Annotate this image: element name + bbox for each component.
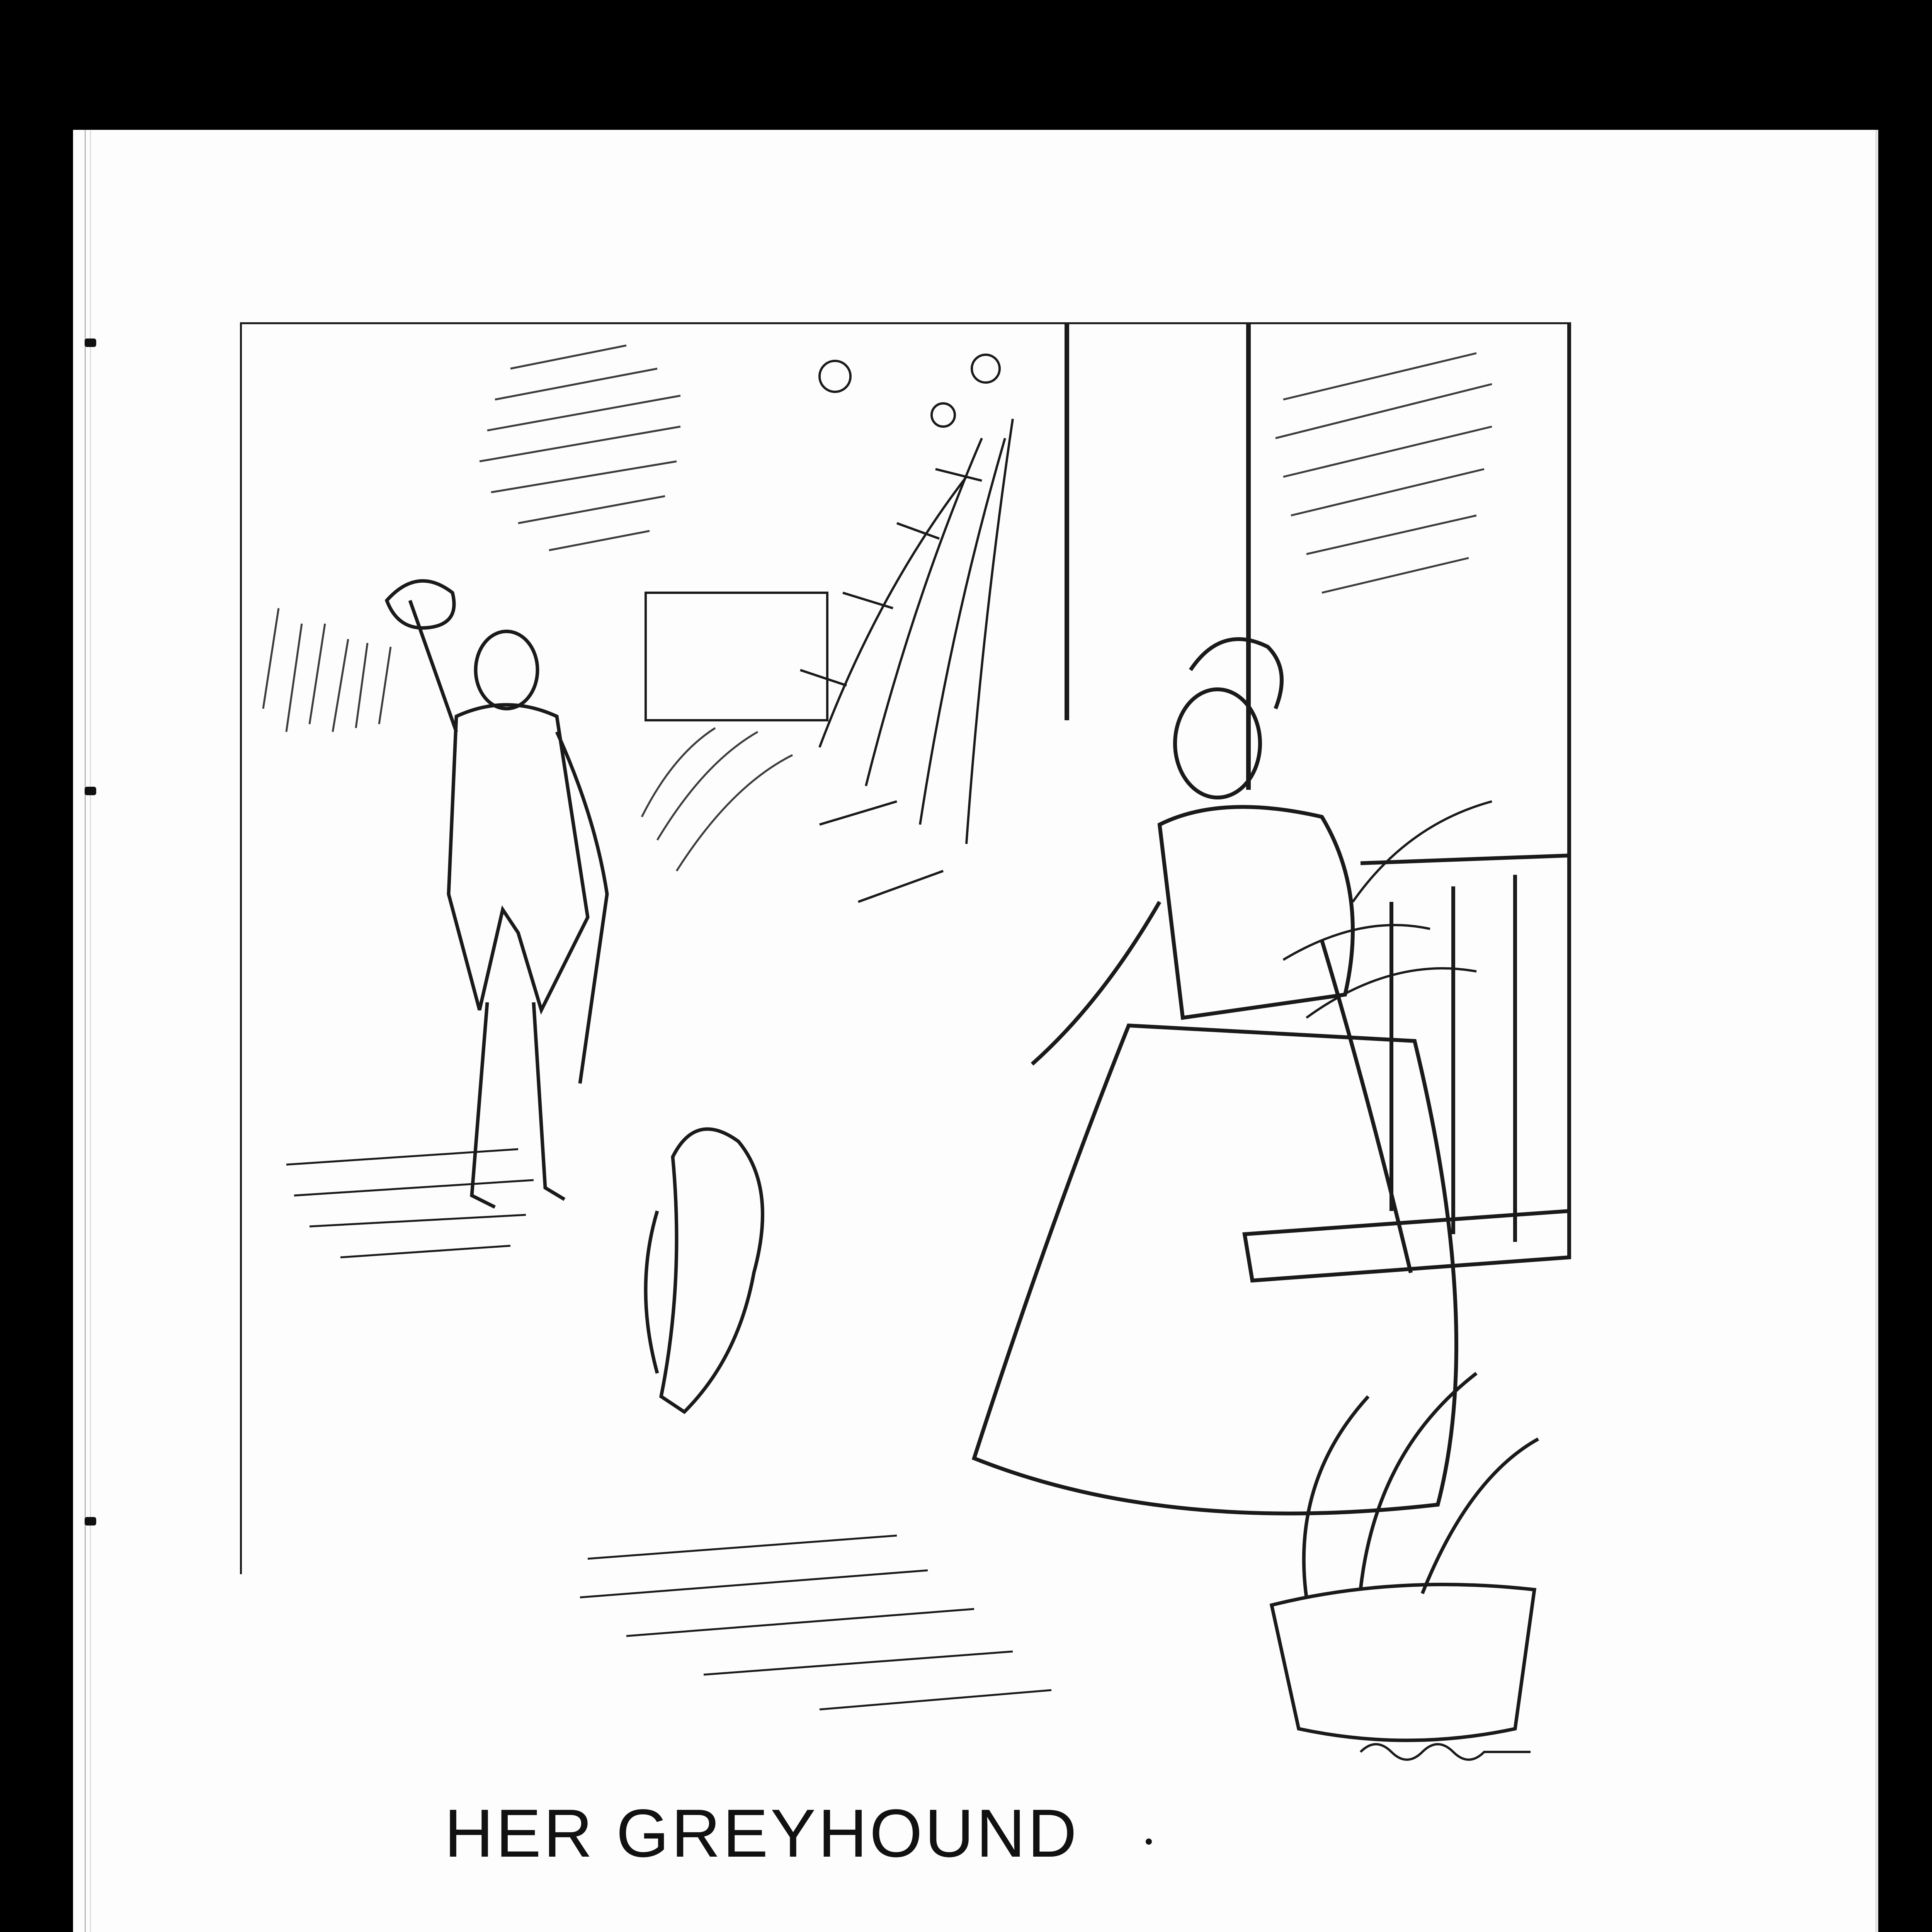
background-foliage: [263, 345, 1492, 871]
gentleman-head: [476, 631, 537, 709]
gutter-line: [90, 130, 91, 1932]
legs: [472, 1002, 565, 1207]
floor-shading: [580, 1536, 1051, 1709]
lady-hair: [1190, 639, 1282, 709]
artist-signature: [1361, 1744, 1531, 1760]
binding-mark: [85, 787, 96, 795]
garden-path: [286, 1149, 534, 1257]
binding-mark: [85, 338, 96, 347]
arm-with-cane: [557, 732, 607, 1083]
gutter-line: [85, 130, 86, 1932]
potted-plant: [1272, 1373, 1538, 1740]
binding-mark: [85, 1517, 96, 1526]
page-edge: [1875, 130, 1878, 1932]
lady-arm-right: [1322, 940, 1411, 1273]
illustration-drawing: [240, 322, 1647, 1776]
distant-house: [646, 593, 827, 720]
lady-arm: [1032, 902, 1160, 1064]
flowering-bushes: [800, 355, 1492, 1018]
garden-scene-illustration: [240, 322, 1647, 1776]
porch-column: [1067, 322, 1248, 790]
greyhound-figure: [646, 1129, 763, 1412]
bodice: [1160, 807, 1353, 1018]
illustration-frame: [240, 322, 1569, 1574]
top-hat: [387, 581, 454, 628]
title-ornament-dot: [1146, 1838, 1152, 1845]
poem-title: HER GREYHOUND: [444, 1796, 1079, 1871]
gentleman-figure: [387, 581, 607, 1207]
garden-bench: [1245, 855, 1569, 1281]
lady-figure: [974, 639, 1456, 1514]
